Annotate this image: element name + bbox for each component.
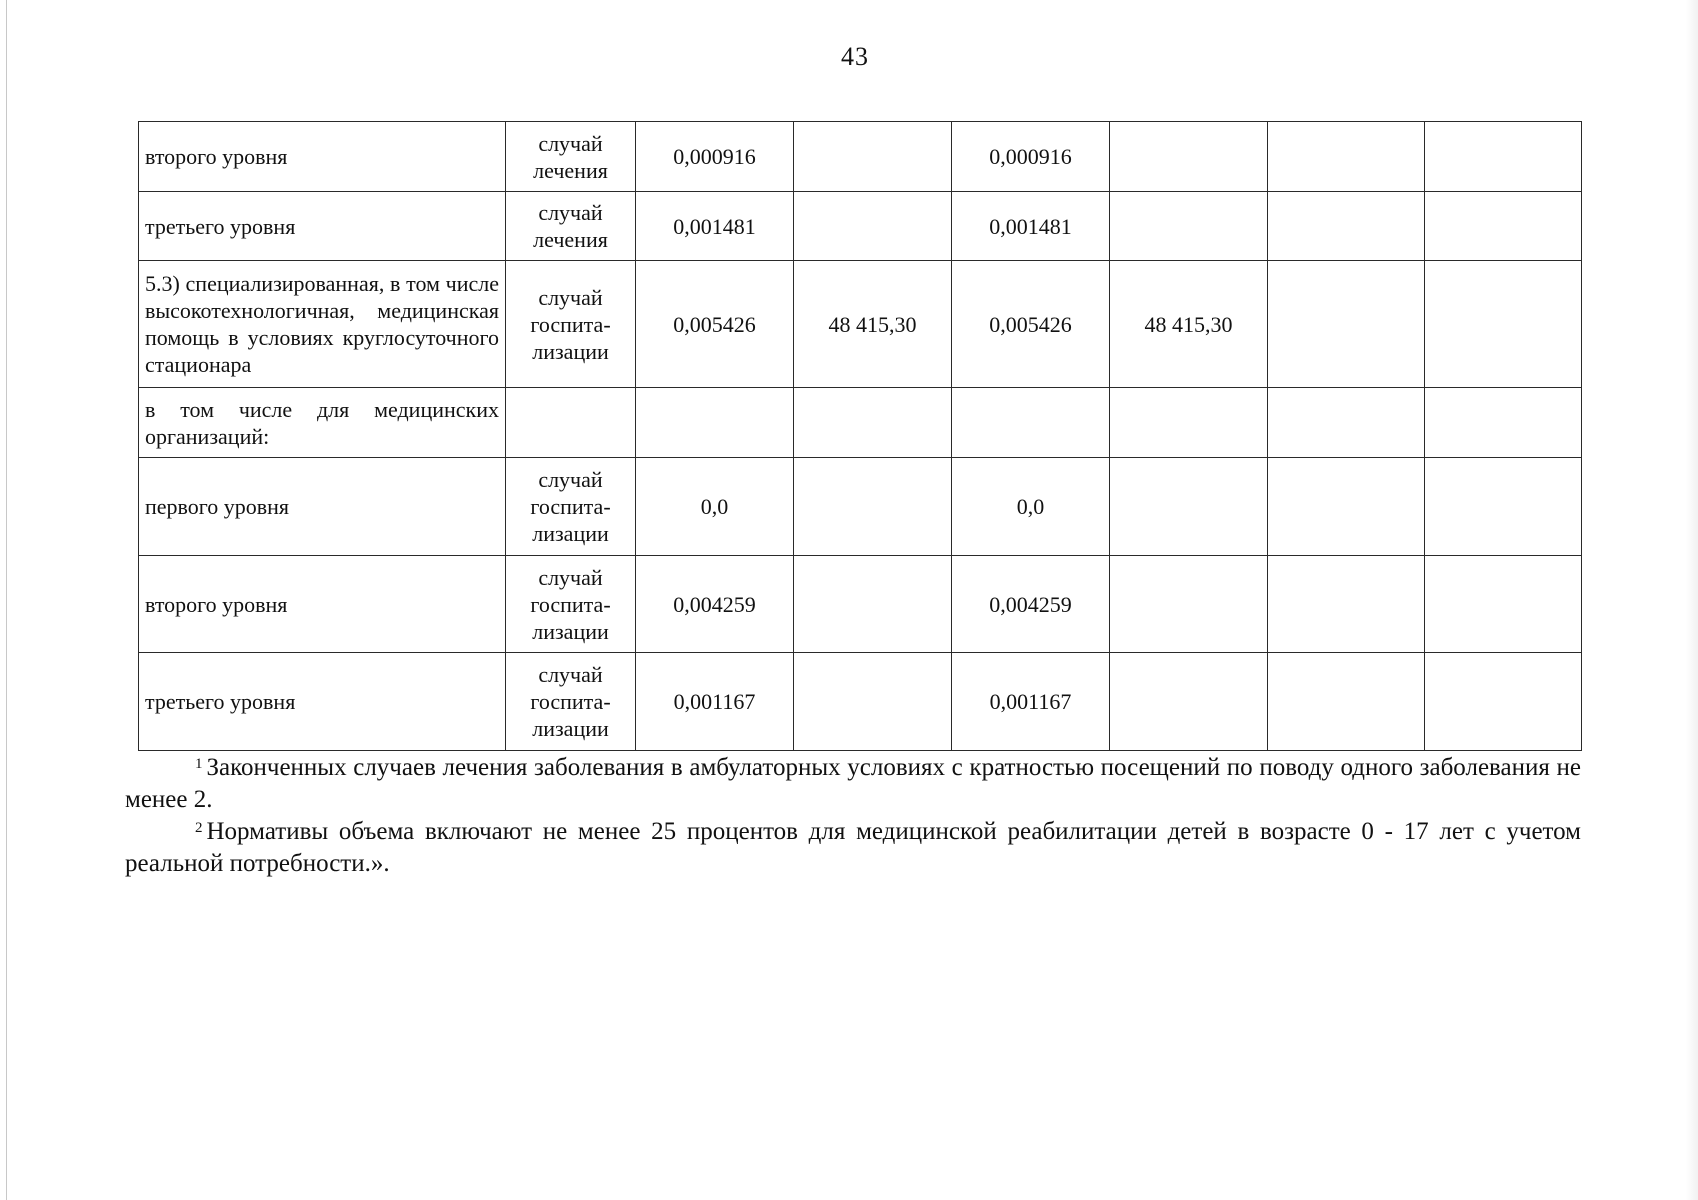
table-row: [139, 261, 1582, 388]
footnote-1: [125, 752, 1581, 816]
value-cell: 0,001167: [636, 653, 794, 751]
value-cell: 48 415,30: [1110, 261, 1268, 388]
row-name-cell: третьего уровня: [139, 653, 506, 751]
row-name-cell: первого уровня: [139, 458, 506, 556]
norms-table: [138, 121, 1582, 751]
value-cell: [1268, 556, 1425, 653]
footnote-2: [125, 816, 1581, 880]
value-cell: [1110, 653, 1268, 751]
unit-line: госпита-: [530, 689, 611, 714]
unit-line: случай: [538, 467, 603, 492]
value-cell: [1268, 122, 1425, 192]
table-row: [139, 192, 1582, 261]
unit-line: случай: [538, 662, 603, 687]
footnote-text: Нормативы объема включают не менее 25 процентов для медицинской реабилитации детей в возрасте 0 - 17 лет с учетом реальной потребности.».: [125, 818, 1581, 877]
value-cell: [1425, 122, 1582, 192]
value-cell: [794, 388, 952, 458]
value-cell: [1268, 388, 1425, 458]
unit-line: госпита-: [530, 591, 611, 617]
value-cell: [1268, 261, 1425, 388]
value-cell: [1268, 653, 1425, 751]
footnote-mark: 1: [195, 756, 203, 772]
value-cell: [1425, 556, 1582, 653]
row-name-cell: третьего уровня: [139, 192, 506, 261]
value-cell: [1110, 122, 1268, 192]
value-cell: [1425, 653, 1582, 751]
value-cell: 0,0: [636, 458, 794, 556]
footnote-mark: 2: [195, 820, 203, 836]
value-cell: 48 415,30: [794, 261, 952, 388]
unit-line: случай: [538, 564, 603, 590]
row-unit-cell: [506, 458, 636, 556]
row-unit-cell: [506, 388, 636, 458]
value-cell: [794, 192, 952, 261]
unit-line: случай: [538, 284, 603, 310]
value-cell: 0,005426: [952, 261, 1110, 388]
value-cell: 0,000916: [952, 122, 1110, 192]
row-unit-cell: [506, 192, 636, 261]
unit-line: госпита-: [530, 494, 611, 519]
unit-line: случай: [538, 130, 603, 156]
row-unit-cell: [506, 261, 636, 388]
footnotes: [125, 752, 1581, 880]
unit-line: лизации: [532, 521, 609, 546]
value-cell: [1110, 556, 1268, 653]
table-row: [139, 388, 1582, 458]
value-cell: [1425, 192, 1582, 261]
scan-border-right: [1686, 0, 1698, 1200]
row-name-cell: 5.3) специализированная, в том числе высокотехнологичная, медицинская помощь в условиях круглосуточного стационара: [139, 261, 506, 388]
value-cell: 0,0: [952, 458, 1110, 556]
unit-line: случай: [538, 200, 603, 225]
value-cell: [794, 122, 952, 192]
table-row: [139, 653, 1582, 751]
row-name-cell: второго уровня: [139, 122, 506, 192]
unit-line: лизации: [532, 618, 609, 644]
value-cell: [1425, 261, 1582, 388]
scan-border-left: [6, 0, 7, 1200]
value-cell: [1425, 458, 1582, 556]
table-row: [139, 556, 1582, 653]
unit-line: лечения: [533, 157, 608, 183]
value-cell: [1425, 388, 1582, 458]
value-cell: [794, 556, 952, 653]
row-unit-cell: [506, 653, 636, 751]
table-row: [139, 458, 1582, 556]
value-cell: 0,001481: [636, 192, 794, 261]
value-cell: 0,004259: [636, 556, 794, 653]
page-number: 43: [841, 42, 869, 71]
value-cell: [636, 388, 794, 458]
row-name-cell: второго уровня: [139, 556, 506, 653]
value-cell: 0,001481: [952, 192, 1110, 261]
value-cell: 0,004259: [952, 556, 1110, 653]
value-cell: [794, 458, 952, 556]
row-unit-cell: [506, 556, 636, 653]
unit-line: лизации: [532, 716, 609, 741]
value-cell: 0,005426: [636, 261, 794, 388]
value-cell: 0,001167: [952, 653, 1110, 751]
unit-line: лечения: [533, 227, 608, 252]
footnote-text: Законченных случаев лечения заболевания в амбулаторных условиях с кратностью посещений по поводу одного заболевания не менее 2.: [125, 754, 1581, 813]
row-name-cell: в том числе для медицинских организаций:: [139, 388, 506, 458]
value-cell: [794, 653, 952, 751]
value-cell: [1268, 192, 1425, 261]
value-cell: [1110, 388, 1268, 458]
value-cell: [1268, 458, 1425, 556]
value-cell: [1110, 192, 1268, 261]
unit-line: госпита-: [530, 311, 611, 337]
value-cell: [952, 388, 1110, 458]
row-unit-cell: [506, 122, 636, 192]
unit-line: лизации: [532, 338, 609, 364]
table-row: [139, 122, 1582, 192]
value-cell: 0,000916: [636, 122, 794, 192]
value-cell: [1110, 458, 1268, 556]
